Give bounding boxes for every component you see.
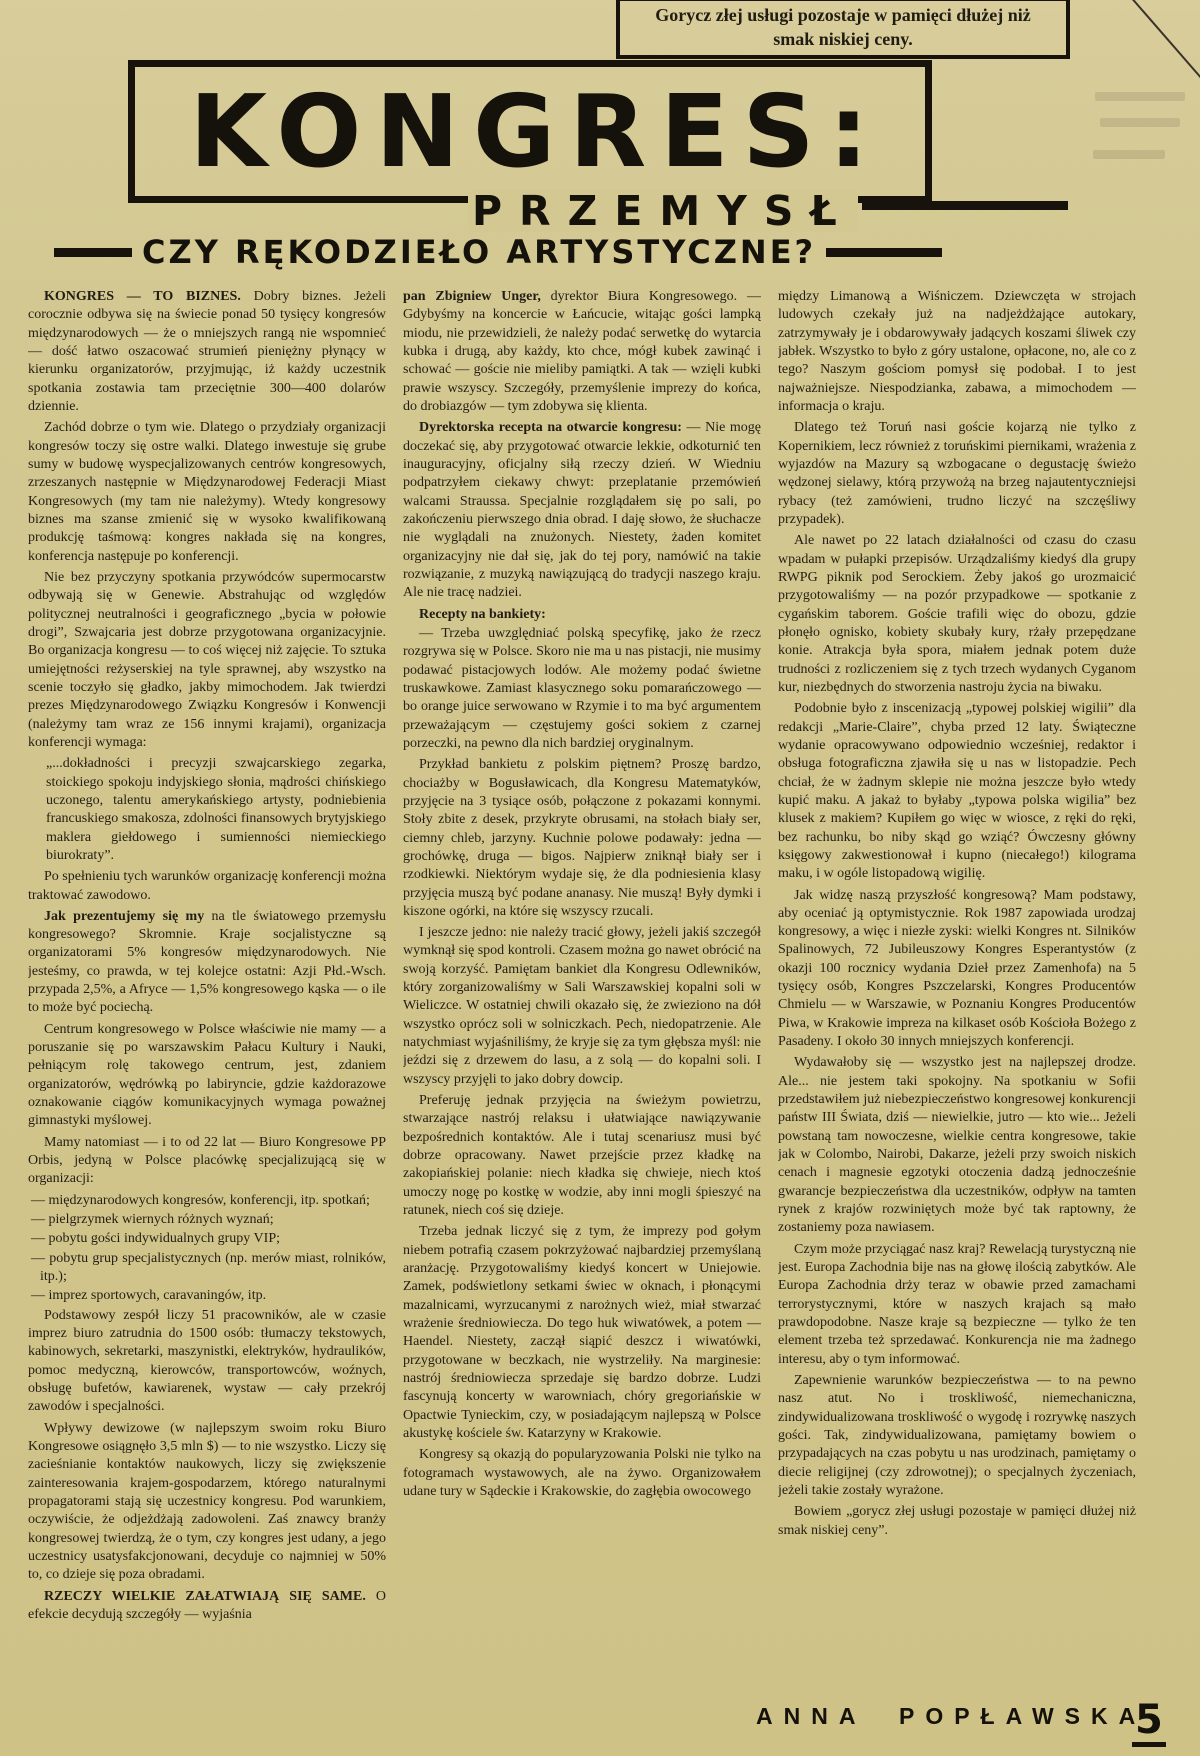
paragraph: Podobnie było z inscenizacją „typowej polskiej wigilii” dla redakcji „Marie-Claire”, chyba przed 12 laty. Świąteczne wydanie opracowywano odpowiednio wcześniej, redaktor i obsługa fotograficzna zjawiła się u nas w listopadzie. Pech chciał, że w żadnym sklepie nie można jeszcze było wtedy kupić maku. A jakaż to byłaby „typowa polska wigilia” bez klusek z makiem? Kupiłem go więc w wiosce, z ręki do ręki, bez rachunku, bo niby skąd go wziąć? Ówczesny główny księgowy zakwestionował i kupno (niecałego!) kilograma maku, i w ogóle listopadową wigilię. bbox=[778, 701, 1136, 882]
headline-rule-left bbox=[54, 248, 132, 257]
paragraph: Po spełnieniu tych warunków organizację konferencji można traktować zawodowo. bbox=[28, 869, 386, 903]
paragraph: — pobytu gości indywidualnych grupy VIP; bbox=[31, 1231, 281, 1247]
column-2 bbox=[403, 288, 761, 1712]
paragraph: Zachód dobrze o tym wie. Dlatego o przydziały organizacji kongresów toczy się ostre walki. Dlatego inwestuje się grube sumy w budowę wyspecjalizowanych centrów kongresowych, zrzeszanych następnie w Międzynarodowej Federacji Miast Kongresowych (my tam nie należymy). Wtedy kongresowy biznes ma szanse zmienić się w wysoko kwalifikowaną produkcję taśmową: kongres nakłada się na kongres, konferencja następuje po konferencji. bbox=[28, 420, 386, 564]
paragraph: — pobytu grup specjalistycznych (np. merów miast, rolników, itp.); bbox=[31, 1250, 386, 1285]
headline-main-box bbox=[128, 60, 932, 203]
paragraph-lead: Dyrektorska recepta na otwarcie kongresu: bbox=[419, 420, 687, 436]
paragraph: pan Zbigniew Unger, dyrektor Biura Kongresowego. — Gdybyśmy na koncercie w Łańcucie, witając gości lampką miodu, nie przewidzieli, że należy podać serwetkę do wytarcia kubka i drugą, aby każdy, kto chce, mógł kubek zawinąć i schować — goście nie mieliby pamiątki. A tak — wzięli kubki prawie wszyscy. Szczegóły, przemyślenie imprezy do końca, do drobiazgów — tym zdobywa się klienta. bbox=[403, 289, 761, 414]
paragraph: Trzeba jednak liczyć się z tym, że imprezy pod gołym niebem potrafią czasem pokrzyżować najbardziej przemyślaną aranżację. Przygotowaliśmy kiedyś koncert w Uniejowie. Zamek, podświetlony setkami świec w oknach, i płonącymi mazalnicami, wyrzucanymi z narożnych wież, miał stwarzać wrażenie średniowiecza. Do tego huk wiwatówek, a potem — Haendel. Niestety, zaczął siąpić deszcz i wiwatówki, przygotowane w beczkach, nie wystrzeliły. Na marginesie: nastrój średniowiecza sprzedaje się bardzo dobrze. Ludzi fascynują koncerty w warowniach, chóry gregoriańskie w Opactwie Tynieckim, czy, w posiadającym najlepszą w Polsce akustykę kościele św. Katarzyny w Krakowie. bbox=[403, 1224, 761, 1442]
author-byline: ANNA POPŁAWSKA bbox=[756, 1703, 1147, 1729]
paragraph: — Trzeba uwzględniać polską specyfikę, jako że rzecz rozgrywa się w Polsce. Skoro nie ma u nas pistacji, nie musimy podawać pistacjowych lodów. Ale możemy podać świetne truskawkowe. Zamiast klasycznego soku pomarańczowego — bo orange juice serwowano w Rzymie i to ma być argumentem przeważającym — częstujemy gości sokiem z czarnej porzeczki, na pewno dla nich bardziej oryginalnym. bbox=[403, 625, 761, 751]
paragraph: — imprez sportowych, caravaningów, itp. bbox=[31, 1288, 267, 1304]
paragraph: Wydawałoby się — wszystko jest na najlepszej drodze. Ale... nie jestem taki spokojny. Na spotkaniu w Sofii przedstawiłem już niebezpieczeństwo kongresowej konkurencji państw III Świata, dziś — niewielkie, jutro — kto wie... Jeżeli powstaną tam nowoczesne, wielkie centra kongresowe, takie jak w Colombo, Nairobi, Dakarze, jeżeli przy swoich niskich cenach i magnesie egzotyki otoczenia dadzą jednocześnie gwarancje bezpieczeństwa dla uczestników, odpływ na tamten rynek z krajów rozwiniętych może być tak raptowny, że zostaniemy poza nawiasem. bbox=[778, 1055, 1136, 1236]
paragraph: Kongresy są okazją do popularyzowania Polski nie tylko na fotogramach wystawowych, ale na żywo. Organizowałem udane tury w Sądeckie i Krakowskie, do zagłębia owocowego bbox=[403, 1447, 761, 1499]
paragraph-lead: Jak prezentujemy się my bbox=[44, 908, 212, 924]
article-body bbox=[28, 288, 1136, 1712]
paragraph-lead: RZECZY WIELKIE ZAŁATWIAJĄ SIĘ SAME. bbox=[44, 1588, 376, 1604]
corner-crease-mark bbox=[1124, 0, 1200, 89]
paragraph: Ale nawet po 22 latach działalności od czasu do czasu wpadam w pułapki przepisów. Urządzaliśmy kiedyś dla grupy RWPG piknik pod Serockiem. Żeby jakoś go urozmaicić przygotowaliśmy — na pozór przypadkowe — spotkanie z cygańskim taborem. Goście trafili więc do obozu, gdzie płonęło ognisko, kobiety skubały kury, rżały przepędzane konie. Atrakcja była spora, miałem jednak potem duże trudności z rozliczeniem się z tych trzech wydanych Cyganom kur, niezbędnych do stworzenia nastroju życia na biwaku. bbox=[778, 533, 1136, 695]
headline-sub1: PRZEMYSŁ bbox=[468, 191, 858, 232]
column-3 bbox=[778, 288, 1136, 1712]
paragraph: Zapewnienie warunków bezpieczeństwa — to na pewno nasz atut. No i troskliwość, niemechaniczna, zindywidualizowana troskliwość o wygodę i rozrywkę naszych gości. Tak, zindywidualizowana, pamiętamy bowiem o przypadających na czas pobytu u nas urodzinach, pamiętamy o diecie religijnej (czy zdrowotnej); o specjalnych życzeniach, jeżeli takie zostały wyrażone. bbox=[778, 1373, 1136, 1498]
headline-rule-end bbox=[826, 248, 942, 257]
paragraph: Czym może przyciągać nasz kraj? Rewelacją turystyczną nie jest. Europa Zachodnia bije nas na głowę ilością zabytków. Ale Europa Zachodnia drży teraz w obawie przed zamachami terrorystycznymi, które w naszych krajach są mało prawdopodobne. Nasze kraje są bezpieczne — tylko że ten element trzeba też sprzedawać. Konkurencja nie ma żadnego interesu, aby o tym informować. bbox=[778, 1241, 1136, 1367]
ink-bleed-mark bbox=[1093, 150, 1165, 159]
paragraph: — międzynarodowych kongresów, konferencji, itp. spotkań; bbox=[31, 1192, 370, 1208]
paragraph: Jak widzę naszą przyszłość kongresową? Mam podstawy, aby oceniać ją optymistycznie. Rok 1987 zapowiada urodzaj kongresowy, a więc i niezłe zyski: wielki Kongres nt. Silników Spalinowych, 72 Jubileuszowy Kongres Esperantystów (z okazji 100 rocznicy wydania Dzieł przez Zamenhofa) na 5 tysięcy osób, Kongres Pszczelarski, Kongres Producentów Chmielu — w Warszawie, w Poznaniu Kongres Producentów Piwa, w Krakowie impreza na kilkaset osób Kościoła Bożego z Pasadeny. I około 30 innych mniejszych konferencji. bbox=[778, 887, 1136, 1050]
paragraph: Wpływy dewizowe (w najlepszym swoim roku Biuro Kongresowe osiągnęło 3,5 mln $) — to nie wszystko. Liczy się zacieśnianie kontaktów naukowych, liczy się zwiększenie zainteresowania krajem-gospodarzem, którego naturalnymi propagatorami stają się uczestnicy kongresu. Pod warunkiem, oczywiście, że odjeżdżają zadowoleni. Zaś znawcy branży kongresowej twierdzą, że o tym, czy kongres jest udany, a jego uczestnicy usatysfakcjonowani, decyduje co najmniej w 50% to, co dzieje się poza obradami. bbox=[28, 1420, 386, 1583]
motto-box bbox=[616, 0, 1070, 59]
paragraph: Przykład bankietu z polskim piętnem? Proszę bardzo, chociażby w Bogusławicach, dla Kongresu Matematyków, przyjęcie na 3 tysiące osób, połączone z pokazami konnymi. Stoły zbite z desek, przykryte obrusami, na stołach biały ser, ciemny chleb, jarzyny. Kuchnie polowe podawały: jedna — grochówkę, druga — bigos. Najpierw zniknął biały ser i rzodkiewki. Niektórym wydaje się, że dla podniesienia klasy przyjęcia muszą być podane ananasy. Nie muszą! Były dymki i kiszone ogórki, na które się wszyscy rzucali. bbox=[403, 757, 761, 919]
paragraph: Dlatego też Toruń nasi goście kojarzą nie tylko z Kopernikiem, lecz również z toruńskimi piernikami, wrażenia z wyjazdów na Mazury są wzbogacane o degustację świeżo wędzonej sielawy, którą przywożą na brzeg najautentyczniejsi rybacy (też zamówieni, trudno liczyć na szczęśliwy przypadek). bbox=[778, 420, 1136, 527]
paragraph: Jak prezentujemy się my na tle światowego przemysłu kongresowego? Skromnie. Kraje socjalistyczne są organizatorami 5% kongresów międzynarodowych. Nie jesteśmy, co prawda, w tej kolejce ostatni: Azji Płd.-Wsch. przypada 2,5%, a Afryce — 1,5% kongresowego kąska — o ile to może być pociechą. bbox=[28, 908, 386, 1016]
paragraph-lead: KONGRES — TO BIZNES. bbox=[44, 289, 254, 304]
headline-main: KONGRES: bbox=[189, 72, 883, 190]
ink-bleed-mark bbox=[1100, 118, 1180, 127]
page-number: 5 bbox=[1132, 1700, 1166, 1747]
headline-sub1-row bbox=[468, 187, 1068, 235]
paragraph: między Limanową a Wiśniczem. Dziewczęta w strojach ludowych czekały już na nadjeżdżające autokary, zatrzymywały je i obdarowywały jadących koszami śliwek czy jabłek. Wszystko to było z góry ustalone, opłacone, no, ale co z tego? Naszym gościom pomysł się podobał. I to jest najważniejsze. Niespodzianka, zabawa, a mimochodem — informacja o kraju. bbox=[778, 289, 1136, 414]
paragraph-lead: pan Zbigniew Unger, bbox=[403, 289, 551, 304]
paragraph: Centrum kongresowego w Polsce właściwie nie mamy — a poruszanie się po warszawskim Pałacu Kultury i Nauki, pełniącym rolę takowego centrum, jest, zdaniem organizatorów, wędrówką po labiryncie, gdzie każdorazowe oznakowanie ciągów komunikacyjnych wymaga poważnej gimnastyki myślowej. bbox=[28, 1021, 386, 1129]
paragraph: „...dokładności i precyzji szwajcarskiego zegarka, stoickiego spokoju indyjskiego słonia, mądrości chińskiego uczonego, talentu amerykańskiego artysty, podniebienia francuskiego smakosza, zdolności finansowych brytyjskiego maklera giełdowego i sumienności niemieckiego biurokraty”. bbox=[46, 756, 386, 863]
paragraph bbox=[403, 606, 761, 624]
paragraph: Podstawowy zespół liczy 51 pracowników, ale w czasie imprez biuro zatrudnia do 1500 osób: tłumaczy tekstowych, kabinowych, sekretarki, maszynistki, elektryków, hydraulików, pomoc medyczną, kierowców, transportowców, woźnych, obsługę bufetów, kawiarenek, wystaw — cały przekrój zawodów i specjalności. bbox=[28, 1307, 386, 1415]
paragraph: KONGRES — TO BIZNES. Dobry biznes. Jeżeli corocznie odbywa się na świecie ponad 50 tysięcy kongresów międzynarodowych — że o mniejszych rangą nie wspomnieć — dość łatwo oszacować strumień pieniężny płynący w kierunku organizatorów, przyjmując, iż każdy uczestnik spotkania zostawia tam przeciętnie 300—400 dolarów dziennie. bbox=[28, 289, 386, 414]
paragraph: RZECZY WIELKIE ZAŁATWIAJĄ SIĘ SAME. O efekcie decydują szczegóły — wyjaśnia bbox=[28, 1588, 386, 1622]
headline-sub2: CZY RĘKODZIEŁO ARTYSTYCZNE? bbox=[142, 233, 817, 271]
column-1 bbox=[28, 288, 386, 1712]
motto-text: Gorycz złej usługi pozostaje w pamięci dłużej niż smak niskiej ceny. bbox=[655, 4, 1031, 49]
paragraph: — pielgrzymek wiernych różnych wyznań; bbox=[31, 1212, 274, 1228]
paragraph: Dyrektorska recepta na otwarcie kongresu: — Nie mogę doczekać się, aby przygotować otwarcie lekkie, odkoturnić ten inauguracyjny, oficjalny siłą rzeczy dzień. W Wiedniu podpatrzyłem ciekawy chwyt: przeplatanie przemówień walcami Straussa. Specjalnie rozglądałem się po sali, po zakończeniu pierwszego dnia obrad. I daję słowo, że słuchacze nie wyglądali na znużonych. Niestety, żaden komitet organizacyjny nie dał się, jak do tej pory, namówić na takie rozwiązanie, z muzyką nawiązującą do tradycji naszego kraju. Ale nie tracę nadziei. bbox=[403, 420, 761, 601]
paragraph: I jeszcze jedno: nie należy tracić głowy, jeżeli jakiś szczegół wymknął się spod kontroli. Czasem można go nawet obrócić na swoją korzyść. Pamiętam bankiet dla Kongresu Odlewników, który zorganizowaliśmy w Sali Warszawskiej kopalni soli w Wieliczce. W ostatniej chwili okazało się, że zwieziono na dół wszystko oprócz soli w solniczkach. Pech, niedopatrzenie. Ale natychmiast wyjaśniliśmy, że kryje się za tym głębsza myśl: nie jeździ się z drzewem do lasu, a z solą — do kopalni soli. I wszyscy przyjęli to jako dobry dowcip. bbox=[403, 925, 761, 1087]
paragraph: Preferuję jednak przyjęcia na świeżym powietrzu, stwarzające nastrój relaksu i ułatwiające nawiązywanie bezpośrednich kontaktów. Ale i tutaj scenariusz musi być dobrze opracowany. Nawet przejście przez kładkę na zakopiańskiej polanie: niech kładka się chwieje, niech ktoś umoczy nogę po kostkę w wodzie, aby inni mogli śpieszyć na ratunek, niech coś się dzieje. bbox=[403, 1093, 761, 1219]
headline-sub2-row bbox=[54, 233, 942, 271]
paragraph-lead: Recepty na bankiety: bbox=[419, 606, 546, 622]
headline-rule-right bbox=[862, 201, 1068, 210]
paragraph: Mamy natomiast — i to od 22 lat — Biuro Kongresowe PP Orbis, jedyną w Polsce placówkę specjalizującą się w organizacji: bbox=[28, 1134, 386, 1187]
ink-bleed-mark bbox=[1095, 92, 1185, 101]
paragraph: Bowiem „gorycz złej usługi pozostaje w pamięci dłużej niż smak niskiej ceny”. bbox=[778, 1504, 1136, 1538]
paragraph: Nie bez przyczyny spotkania przywódców supermocarstw odbywają się w Genewie. Abstrahując od względów politycznej neutralności i geograficznego „bycia w połowie drogi”, Szwajcaria jest dobrze przygotowana organizacyjnie. Bo organizacja kongresu — to coś więcej niż zajęcie. To sztuka umiejętności reżyserskiej na tyle sprawnej, aby wszystko na scenie toczyło się gładko, jakby mimochodem. Jak twierdzi prezes Międzynarodowego Związku Kongresów i Konwencji (należymy tam wraz ze 156 innymi krajami), organizacja konferencji wymaga: bbox=[28, 569, 386, 750]
